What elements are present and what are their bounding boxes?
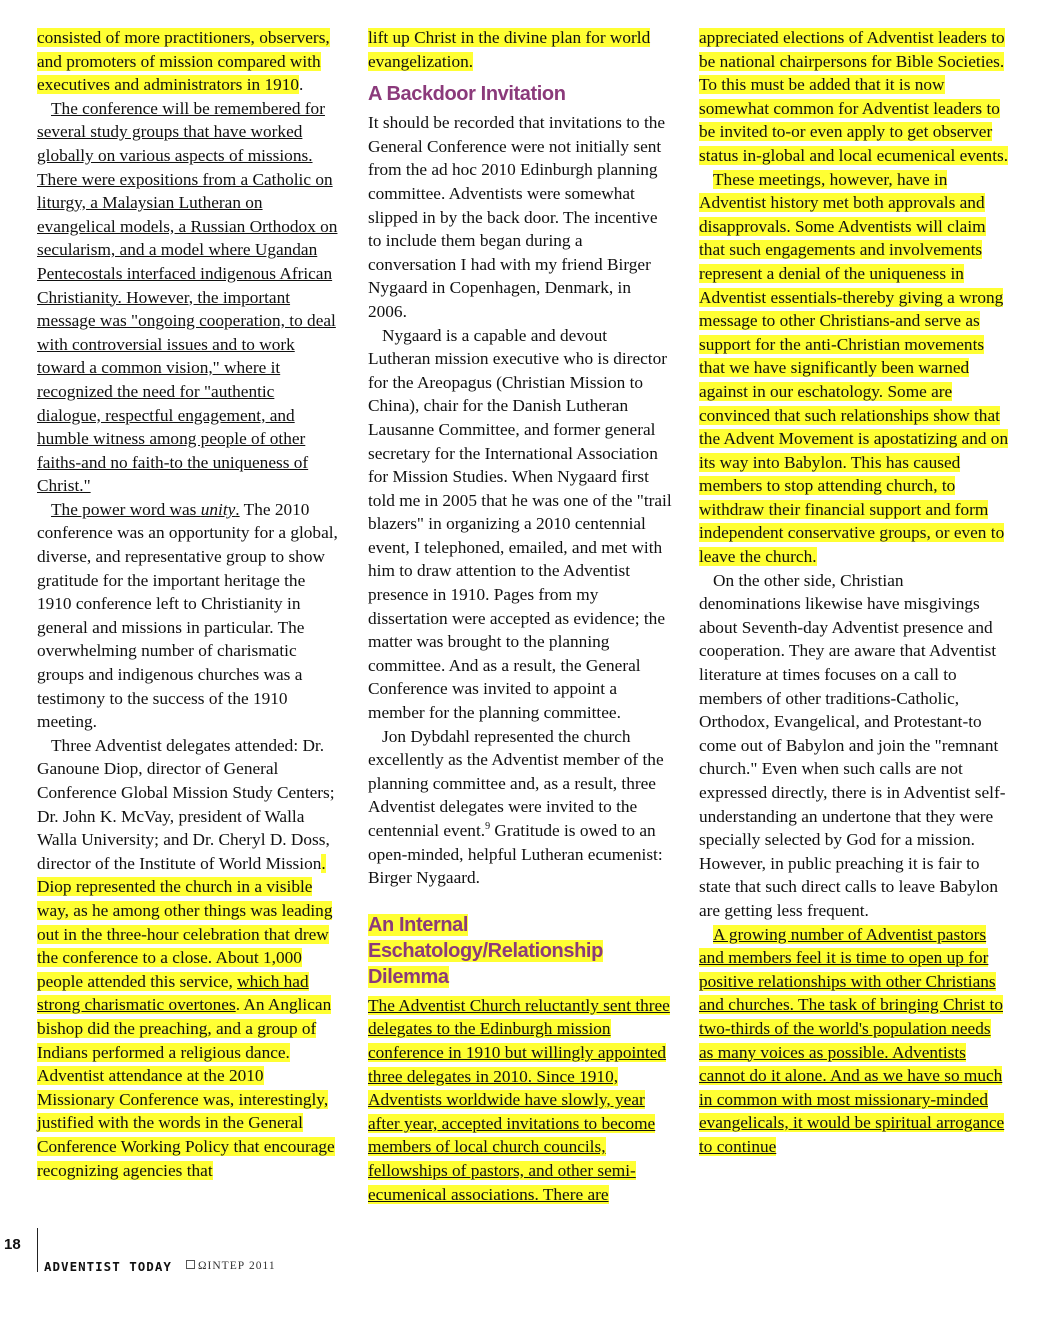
paragraph: consisted of more practitioners, observers, and promoters of mission compared with executives and administrators in 1910.: [37, 28, 330, 95]
highlighted-text: consisted of more practitioners, observers, and promoters of mission compared with executives and administrators in 1910: [37, 28, 330, 95]
footer-rule: [37, 1228, 38, 1272]
column-3: [699, 26, 1009, 1159]
paragraph: These meetings, however, have in Adventist history met both approvals and disapprovals. Some Adventists will claim that such engagements and involvements represent a denial of the uniqueness in Adventist essentials-thereby giving a wrong message to other Christians-and serve as support for the anti-Christian movements that we have significantly been warned against in our eschatology. Some are convinced that such relationships show that the Advent Movement is apostatizing and on its way into Babylon. This has caused members to stop attending church, to withdraw their financial support and form independent conservative groups, or even to leave the church.: [699, 169, 1009, 567]
paragraph: Three Adventist delegates attended: Dr. Ganoune Diop, director of General Conference Global Mission Study Centers; Dr. John K. McVay, president of Walla Walla University; and Dr. Cheryl D. Doss, director of the Institute of World Mission. Diop represented the church in a visible way, as he among other things was leading out in the three-hour celebration that drew the conference to a close. About 1,000 people attended this service, which had strong charismatic overtones. An Anglican bishop did the preaching, and a group of Indians performed a religious dance. Adventist attendance at the 2010 Missionary Conference was, interestingly, justified with the words in the General Conference Working Policy that encourage recognizing agencies that: [37, 735, 335, 1180]
paragraph: The Adventist Church reluctantly sent three delegates to the Edinburgh mission conference in 1910 but willingly appointed three delegates in 2010. Since 1910, Adventists worldwide have slowly, year after year, accepted invitations to become members of local church councils, fellowships of pastors, and other semi-ecumenical associations. There are: [368, 995, 670, 1204]
column-2: [368, 26, 673, 1206]
section-heading: An Internal Eschatology/Relationship Dilemma: [368, 913, 603, 988]
paragraph: [37, 97, 342, 498]
page-number: 18: [4, 1236, 21, 1253]
issue-label: ΩΙΝΤΕΡ 2011: [186, 1260, 276, 1272]
underlined-text: The conference will be remembered for several study groups that have worked globally on various aspects of missions. There were expositions from a Catholic on liturgy, a Malaysian Lutheran on evangelical models, a Russian Orthodox on secularism, and a model where Ugandan Pentecostals interfaced indigenous African Christianity. However, the important message was "ongoing cooperation, to deal with controversial issues and to work toward a common vision," where it recognized the need for "authentic dialogue, respectful engagement, and humble witness among people of other faiths-and no faith-to the uniqueness of Christ.": [37, 98, 338, 496]
paragraph: appreciated elections of Adventist leaders to be national chairpersons for Bible Societies. To this must be added that it is now somewhat common for Adventist leaders to be invited to-or even apply to get observer status in-global and local ecumenical events.: [699, 28, 1009, 165]
square-bullet-icon: [186, 1260, 195, 1269]
section-heading: A Backdoor Invitation: [368, 83, 566, 106]
emphasis-unity: unity: [200, 499, 236, 519]
magazine-title: ADVENTIST TODAY: [44, 1259, 172, 1274]
paragraph: On the other side, Christian denominations likewise have misgivings about Seventh-day Adventist presence and cooperation. They are aware that Adventist literature at times focuses on a call to members of other traditions-Catholic, Orthodox, Evangelical, and Protestant-to come out of Babylon and join the "remnant church." Even when such calls are not expressed directly, there is in Adventist self-understanding an undertone that they were specially selected by God for a mission. However, in public preaching it is fair to state that such direct calls to leave Babylon are getting less frequent.: [699, 570, 1006, 920]
footnote-marker: 9: [485, 821, 491, 833]
column-1: [37, 26, 342, 1182]
paragraph: The power word was unity. The 2010 conference was an opportunity for a global, diverse, and representative group to show gratitude for the important heritage the 1910 conference left to Christianity in general and missions in particular. The overwhelming number of charismatic groups and indigenous churches was a testimony to the success of the 1910 meeting.: [37, 499, 338, 732]
paragraph: It should be recorded that invitations to the General Conference were not initially sent from the ad hoc 2010 Edinburgh planning committee. Adventists were somewhat slipped in by the back door. The incentive to include them began during a conversation I had with my friend Birger Nygaard in Copenhagen, Denmark, in 2006.: [368, 113, 666, 321]
paragraph: lift up Christ in the divine plan for world evangelization.: [368, 28, 651, 71]
paragraph: A growing number of Adventist pastors and members feel it is time to open up for positive relationships with other Christians and churches. The task of bringing Christ to two-thirds of the world's population needs as many voices as possible. Adventists cannot do it alone. And as we have so much in common with most missionary-minded evangelicals, it would be spiritual arrogance to continue: [699, 924, 1005, 1156]
paragraph: Nygaard is a capable and devout Lutheran mission executive who is director for the Areopagus (Christian Mission to China), chair for the Danish Lutheran Lausanne Committee, and former general secretary for the International Association for Mission Studies. When Nygaard first told me in 2005 that he was one of the "trail blazers" in organizing a 2010 centennial event, I telephoned, emailed, and met with him to draw attention to the Adventist presence in 1910. Pages from my dissertation were accepted as evidence; the matter was brought to the planning committee. And as a result, the General Conference was invited to appoint a member for the planning committee.: [368, 325, 672, 723]
page-footer: [0, 1228, 1061, 1288]
paragraph: Jon Dybdahl represented the church excellently as the Adventist member of the planning committee and, as a result, three Adventist delegates were invited to the centennial event.$^9$ Gratitude is owed to an open-minded, helpful Lutheran ecumenist: Birger Nygaard.: [368, 726, 664, 888]
